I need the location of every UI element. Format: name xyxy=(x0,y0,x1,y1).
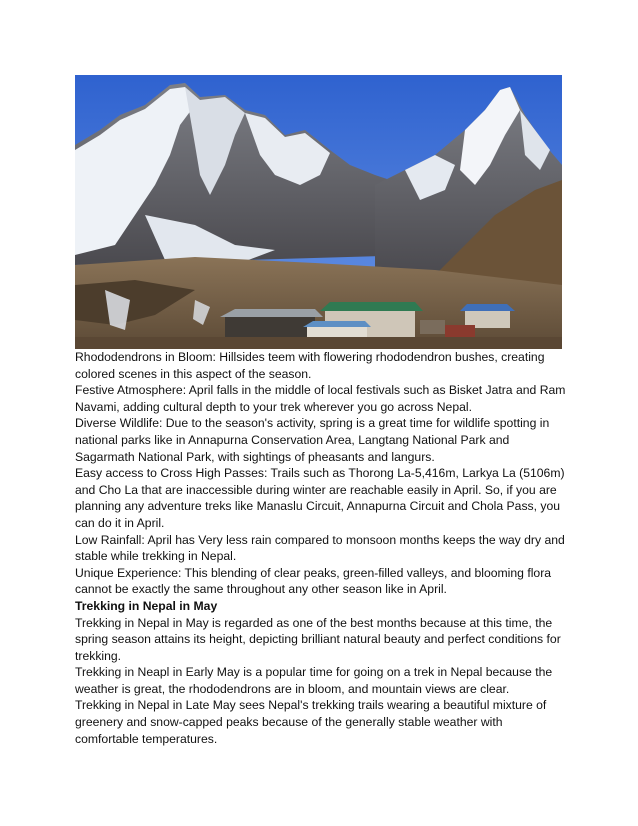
paragraph-rhododendrons: Rhododendrons in Bloom: Hillsides teem with flowering rhododendron bushes, creating colored scenes in this aspect of the season. xyxy=(75,350,545,381)
mountain-village-photo xyxy=(75,75,562,349)
section-heading: Trekking in Nepal in May xyxy=(75,598,218,613)
paragraph-wildlife: Diverse Wildlife: Due to the season's activity, spring is a great time for wildlife spotting in national parks like in Annapurna Conservation Area, Langtang National Park and Sagarmath National Park, with sightings of pheasants and langurs. xyxy=(75,416,550,464)
paragraph-festive: Festive Atmosphere: April falls in the middle of local festivals such as Bisket Jatra and Ram Navami, adding cultural depth to your trek wherever you go across Nepal. xyxy=(75,383,566,414)
mountain-photo-illustration xyxy=(75,75,562,349)
article-body xyxy=(75,349,567,747)
paragraph-may-early: Trekking in Neapl in Early May is a popular time for going on a trek in Nepal because the weather is great, the rhododendrons are in bloom, and mountain views are clear. xyxy=(75,665,553,696)
paragraph-may-late: Trekking in Nepal in Late May sees Nepal's trekking trails wearing a beautiful mixture of greenery and snow-capped peaks because of the generally stable weather with comfortable temperatures. xyxy=(75,698,547,746)
paragraph-passes: Easy access to Cross High Passes: Trails such as Thorong La-5,416m, Larkya La (5106m) and Cho La that are inaccessible during winter are reachable easily in April. So, if you are planning any adventure treks like Manaslu Circuit, Annapurna Circuit and Chola Pass, you can do it in April. xyxy=(75,466,565,530)
paragraph-rainfall: Low Rainfall: April has Very less rain compared to monsoon months keeps the way dry and stable while trekking in Nepal. xyxy=(75,532,565,564)
paragraph-may-intro: Trekking in Nepal in May is regarded as one of the best months because at this time, the spring season attains its height, depicting brilliant natural beauty and perfect conditions for trekking. xyxy=(75,615,561,663)
paragraph-unique: Unique Experience: This blending of clear peaks, green-filled valleys, and blooming flora cannot be exactly the same throughout any other season like in April. xyxy=(75,565,552,597)
